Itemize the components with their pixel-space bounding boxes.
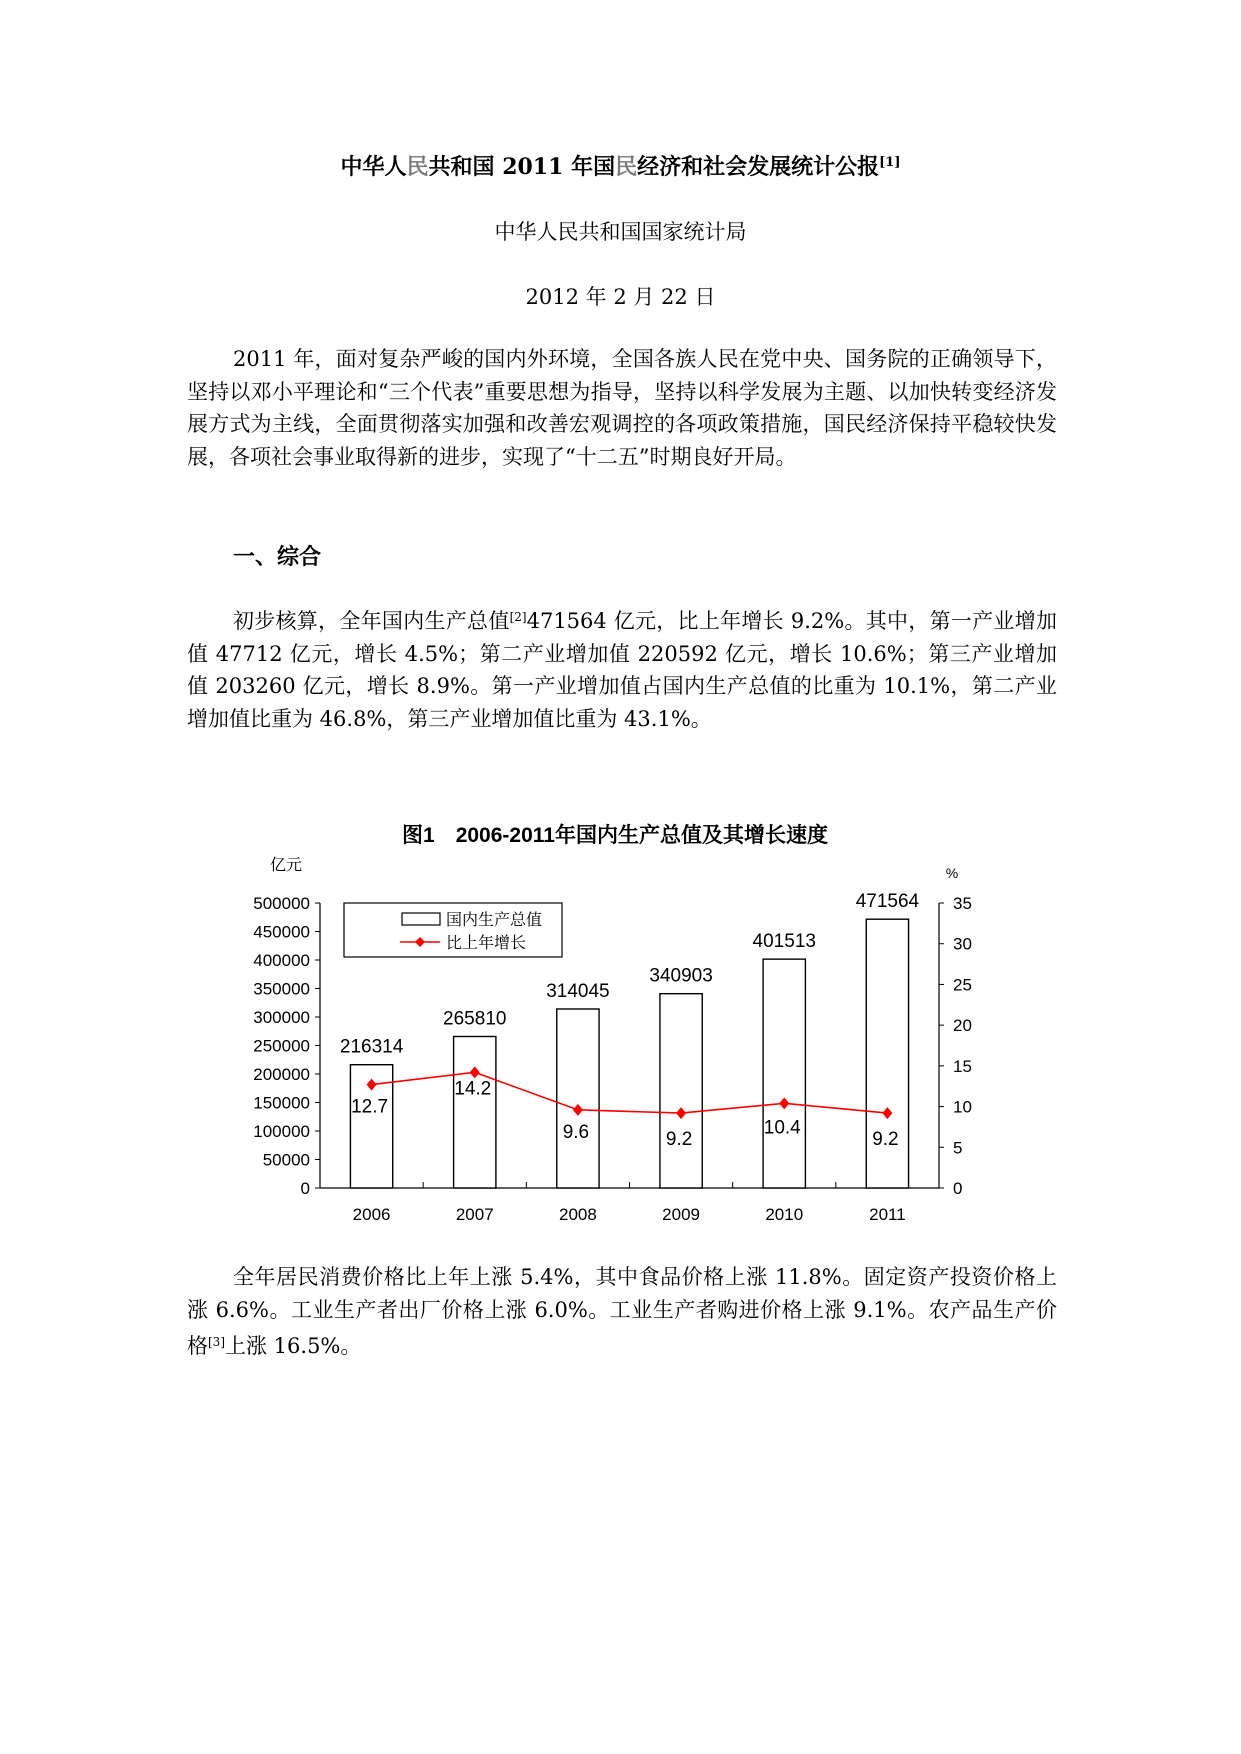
footnote-ref-2[interactable]: [2] bbox=[509, 610, 527, 624]
y-tick-label: 50000 bbox=[262, 1150, 310, 1170]
growth-line bbox=[372, 1072, 888, 1113]
gdp-bar-value-label: 340903 bbox=[649, 965, 713, 987]
gdp-bar-value-label: 265810 bbox=[443, 1008, 507, 1030]
y2-tick-label: 30 bbox=[953, 934, 972, 954]
y2-tick-label: 15 bbox=[953, 1056, 972, 1076]
y-tick-label: 300000 bbox=[253, 1008, 310, 1027]
x-tick-label: 2006 bbox=[352, 1205, 391, 1224]
section-heading: 一、综合 bbox=[233, 544, 322, 570]
x-tick-label: 2008 bbox=[559, 1205, 597, 1224]
growth-value-label: 9.2 bbox=[665, 1129, 693, 1151]
growth-value-label: 14.2 bbox=[454, 1078, 492, 1100]
publish-date: 2012 年 2 月 22 日 bbox=[525, 285, 716, 309]
title-part: 经济和社会发展统计公报 bbox=[637, 154, 880, 180]
gdp-bar bbox=[557, 1009, 599, 1188]
growth-value-label: 9.2 bbox=[872, 1129, 899, 1151]
title-part: 中华人 bbox=[340, 154, 407, 180]
gdp-bar bbox=[660, 994, 702, 1188]
x-tick-label: 2011 bbox=[869, 1205, 906, 1224]
issuer: 中华人民共和国国家统计局 bbox=[494, 220, 747, 244]
y2-tick-label: 20 bbox=[953, 1016, 972, 1036]
title-part: 民 bbox=[406, 154, 429, 180]
x-tick-label: 2009 bbox=[662, 1205, 700, 1224]
x-tick-label: 2007 bbox=[455, 1205, 494, 1224]
title-part: 共和国 2011 年国 bbox=[428, 154, 616, 180]
gdp-bar bbox=[454, 1036, 496, 1188]
y-tick-label: 450000 bbox=[253, 922, 310, 942]
y-tick-label: 200000 bbox=[253, 1065, 310, 1084]
gdp-text-a: 初步核算，全年国内生产总值 bbox=[233, 609, 510, 633]
gdp-text-b: 471564 亿元，比上年增长 9.2%。其中，第一产业增加值 47712 亿元，增长 4.5%；第二产业增加值 220592 亿元，增长 10.6%；第三产业增加值 203260 亿元，增长 8.9%。第一产业增加值占国内生产总值的比重为 10.1%，第二产业增加值比重为 46.8%，第三产业增加值比重为 43.1%。 bbox=[187, 609, 1057, 731]
gdp-bar-value-label: 401513 bbox=[752, 931, 816, 953]
legend-label-growth: 比上年增长 bbox=[446, 935, 527, 952]
growth-value-label: 9.6 bbox=[562, 1121, 590, 1143]
y-tick-label: 350000 bbox=[253, 979, 310, 999]
y2-tick-label: 35 bbox=[953, 894, 972, 913]
gdp-bar-value-label: 216314 bbox=[339, 1036, 404, 1058]
y-tick-label: 400000 bbox=[253, 951, 310, 970]
growth-value-label: 10.4 bbox=[763, 1117, 801, 1139]
y-axis-label: 亿元 bbox=[269, 857, 303, 874]
chart-title: 图1 2006-2011年国内生产总值及其增长速度 bbox=[402, 824, 828, 847]
y-tick-label: 500000 bbox=[253, 894, 310, 913]
y2-tick-label: 5 bbox=[953, 1138, 963, 1158]
chart-legend bbox=[344, 903, 562, 957]
y2-axis-label: % bbox=[945, 865, 959, 881]
y-tick-label: 0 bbox=[300, 1179, 310, 1198]
gdp-bar bbox=[763, 959, 805, 1188]
gdp-bar-value-label: 471564 bbox=[855, 891, 920, 913]
y-tick-label: 150000 bbox=[253, 1093, 310, 1113]
gdp-bar-value-label: 314045 bbox=[546, 980, 610, 1002]
y2-tick-label: 10 bbox=[953, 1097, 972, 1117]
intro-paragraph: 2011 年，面对复杂严峻的国内外环境，全国各族人民在党中央、国务院的正确领导下，坚持以邓小平理论和“三个代表”重要思想为指导，坚持以科学发展为主题、以加快转变经济发展方式为主线，全面贯彻落实加强和改善宏观调控的各项政策措施，国民经济保持平稳较快发展，各项社会事业取得新的进步，实现了“十二五”时期良好开局。 bbox=[187, 347, 1057, 469]
price-text-a: 全年居民消费价格比上年上涨 5.4%，其中食品价格上涨 11.8%。固定资产投资价格上涨 6.6%。工业生产者出厂价格上涨 6.0%。工业生产者购进价格上涨 9.1%。农产品生产价格 bbox=[187, 1265, 1057, 1358]
growth-value-label: 12.7 bbox=[351, 1096, 389, 1118]
x-tick-label: 2010 bbox=[765, 1205, 804, 1224]
y-tick-label: 250000 bbox=[253, 1036, 310, 1056]
footnote-ref-1[interactable]: [1] bbox=[879, 155, 901, 170]
legend-label-gdp: 国内生产总值 bbox=[446, 912, 543, 929]
y2-tick-label: 0 bbox=[953, 1179, 963, 1198]
price-text-b: 上涨 16.5%。 bbox=[225, 1334, 362, 1358]
legend-bar-swatch bbox=[402, 913, 440, 925]
title-part: 民 bbox=[615, 154, 638, 180]
y2-tick-label: 25 bbox=[953, 975, 972, 995]
price-paragraph bbox=[187, 1261, 1057, 1363]
footnote-ref-3[interactable]: [3] bbox=[208, 1335, 225, 1349]
y-tick-label: 100000 bbox=[253, 1122, 310, 1141]
